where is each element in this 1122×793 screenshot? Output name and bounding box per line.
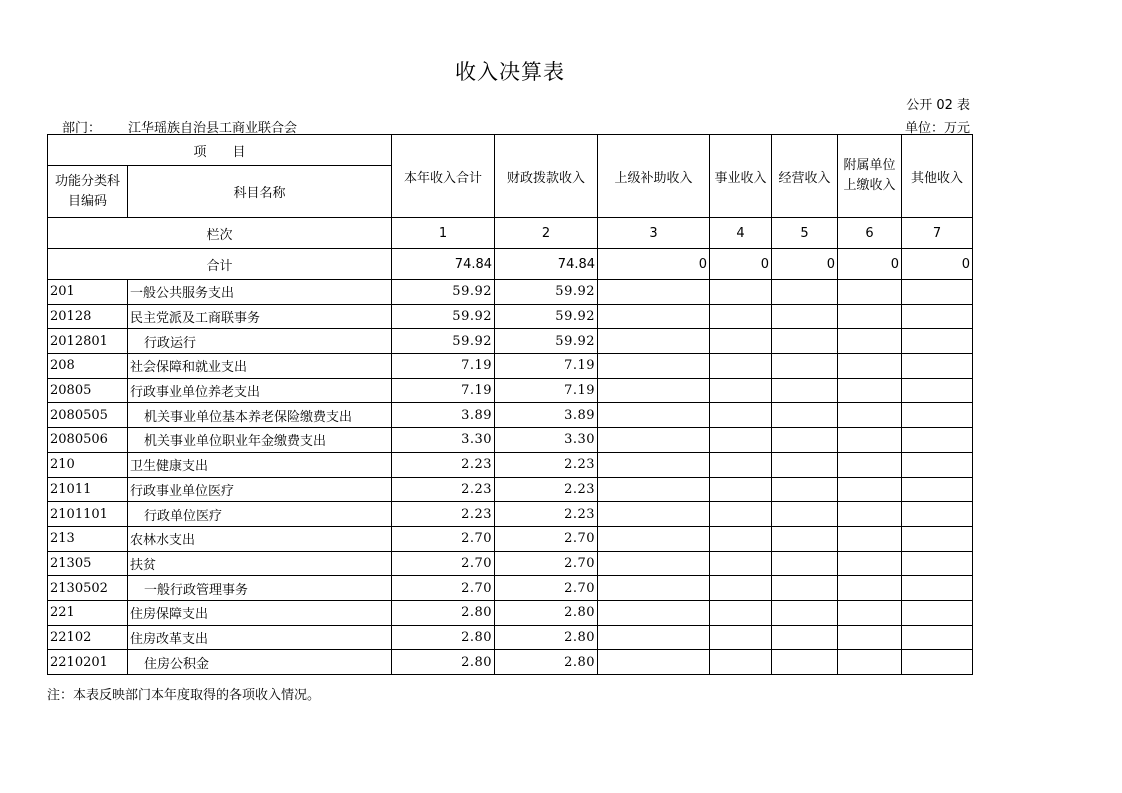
income-table (47, 134, 973, 675)
row-empty-cell (710, 502, 772, 527)
unit-label: 单位：万元 (904, 121, 970, 136)
table-row (48, 551, 973, 576)
row-fiscal: 2.70 (495, 526, 598, 551)
table-row (48, 403, 973, 428)
row-total: 7.19 (392, 354, 495, 379)
row-fiscal: 2.23 (495, 502, 598, 527)
table-row (48, 378, 973, 403)
row-empty-cell (710, 526, 772, 551)
row-name: 行政事业单位医疗 (128, 477, 392, 502)
row-empty-cell (772, 280, 838, 305)
row-name: 民主党派及工商联事务 (128, 304, 392, 329)
row-code: 213 (48, 526, 128, 551)
row-empty-cell (838, 403, 902, 428)
row-empty-cell (902, 428, 973, 453)
row-name: 住房公积金 (128, 650, 392, 675)
row-code: 2012801 (48, 329, 128, 354)
row-empty-cell (902, 378, 973, 403)
row-empty-cell (838, 625, 902, 650)
table-row (48, 625, 973, 650)
row-empty-cell (598, 304, 710, 329)
row-empty-cell (772, 576, 838, 601)
row-empty-cell (598, 329, 710, 354)
row-empty-cell (838, 304, 902, 329)
row-fiscal: 59.92 (495, 304, 598, 329)
row-fiscal: 2.80 (495, 650, 598, 675)
row-total: 2.70 (392, 526, 495, 551)
row-code: 2080505 (48, 403, 128, 428)
row-empty-cell (838, 477, 902, 502)
row-empty-cell (772, 526, 838, 551)
table-row (48, 428, 973, 453)
total-value: 74.84 (495, 249, 598, 280)
row-empty-cell (598, 576, 710, 601)
row-fiscal: 2.70 (495, 551, 598, 576)
row-fiscal: 3.30 (495, 428, 598, 453)
row-name: 机关事业单位基本养老保险缴费支出 (128, 403, 392, 428)
row-empty-cell (772, 304, 838, 329)
row-code: 2080506 (48, 428, 128, 453)
col-num: 1 (392, 218, 495, 249)
table-row (48, 477, 973, 502)
row-name: 一般公共服务支出 (128, 280, 392, 305)
row-empty-cell (838, 280, 902, 305)
row-empty-cell (838, 428, 902, 453)
row-code: 201 (48, 280, 128, 305)
lanci-label: 栏次 (48, 218, 392, 249)
row-empty-cell (772, 354, 838, 379)
table-row (48, 650, 973, 675)
row-empty-cell (710, 477, 772, 502)
row-empty-cell (902, 354, 973, 379)
row-empty-cell (772, 650, 838, 675)
row-empty-cell (710, 625, 772, 650)
row-name: 农林水支出 (128, 526, 392, 551)
row-empty-cell (838, 576, 902, 601)
row-name: 卫生健康支出 (128, 452, 392, 477)
row-empty-cell (902, 551, 973, 576)
col-num: 3 (598, 218, 710, 249)
row-empty-cell (772, 502, 838, 527)
col-num: 7 (902, 218, 973, 249)
row-empty-cell (772, 378, 838, 403)
form-number: 公开 02 表 (906, 98, 970, 113)
row-total: 2.23 (392, 502, 495, 527)
table-row (48, 354, 973, 379)
row-total: 2.80 (392, 625, 495, 650)
row-total: 59.92 (392, 280, 495, 305)
header-col-3: 上级补助收入 (598, 135, 710, 218)
row-empty-cell (710, 304, 772, 329)
table-row (48, 502, 973, 527)
row-fiscal: 59.92 (495, 280, 598, 305)
row-empty-cell (902, 502, 973, 527)
row-empty-cell (838, 378, 902, 403)
row-name: 行政事业单位养老支出 (128, 378, 392, 403)
row-fiscal: 2.80 (495, 600, 598, 625)
table-row (48, 329, 973, 354)
row-empty-cell (710, 576, 772, 601)
page-title: 收入决算表 (455, 60, 565, 84)
row-empty-cell (902, 650, 973, 675)
row-empty-cell (598, 502, 710, 527)
header-col-6: 附属单位上缴收入 (838, 135, 902, 218)
header-col-1: 本年收入合计 (392, 135, 495, 218)
row-total: 59.92 (392, 304, 495, 329)
row-empty-cell (902, 280, 973, 305)
row-total: 7.19 (392, 378, 495, 403)
row-fiscal: 3.89 (495, 403, 598, 428)
header-col-4: 事业收入 (710, 135, 772, 218)
row-empty-cell (902, 329, 973, 354)
row-empty-cell (902, 600, 973, 625)
row-name: 住房保障支出 (128, 600, 392, 625)
row-total: 3.89 (392, 403, 495, 428)
table-row (48, 280, 973, 305)
row-empty-cell (772, 452, 838, 477)
row-code: 20128 (48, 304, 128, 329)
row-empty-cell (772, 477, 838, 502)
row-code: 208 (48, 354, 128, 379)
department-name: 江华瑶族自治县工商业联合会 (128, 121, 298, 136)
col-num: 4 (710, 218, 772, 249)
row-total: 2.70 (392, 576, 495, 601)
row-fiscal: 59.92 (495, 329, 598, 354)
row-empty-cell (710, 551, 772, 576)
table-row (48, 304, 973, 329)
row-empty-cell (710, 452, 772, 477)
row-empty-cell (838, 526, 902, 551)
row-code: 2210201 (48, 650, 128, 675)
table-row (48, 576, 973, 601)
row-empty-cell (772, 600, 838, 625)
row-fiscal: 7.19 (495, 354, 598, 379)
row-empty-cell (598, 600, 710, 625)
department-label: 部门： (62, 121, 102, 136)
header-col-7: 其他收入 (902, 135, 973, 218)
row-total: 3.30 (392, 428, 495, 453)
row-empty-cell (598, 403, 710, 428)
header-col-2: 财政拨款收入 (495, 135, 598, 218)
row-empty-cell (710, 600, 772, 625)
table-row (48, 600, 973, 625)
total-value: 0 (772, 249, 838, 280)
row-fiscal: 7.19 (495, 378, 598, 403)
row-empty-cell (902, 403, 973, 428)
row-empty-cell (902, 625, 973, 650)
row-empty-cell (710, 650, 772, 675)
row-empty-cell (598, 650, 710, 675)
row-empty-cell (838, 600, 902, 625)
row-code: 221 (48, 600, 128, 625)
row-total: 2.80 (392, 600, 495, 625)
row-empty-cell (902, 576, 973, 601)
row-empty-cell (710, 280, 772, 305)
row-empty-cell (710, 403, 772, 428)
row-empty-cell (772, 329, 838, 354)
row-empty-cell (710, 354, 772, 379)
row-empty-cell (838, 354, 902, 379)
total-value: 0 (838, 249, 902, 280)
row-total: 2.80 (392, 650, 495, 675)
row-name: 机关事业单位职业年金缴费支出 (128, 428, 392, 453)
row-empty-cell (772, 403, 838, 428)
row-empty-cell (598, 452, 710, 477)
row-empty-cell (838, 452, 902, 477)
row-empty-cell (598, 378, 710, 403)
row-empty-cell (598, 280, 710, 305)
row-code: 20805 (48, 378, 128, 403)
table-row (48, 526, 973, 551)
row-code: 21011 (48, 477, 128, 502)
row-name: 行政运行 (128, 329, 392, 354)
row-empty-cell (710, 428, 772, 453)
row-empty-cell (902, 477, 973, 502)
row-empty-cell (598, 428, 710, 453)
header-item: 项 目 (48, 135, 392, 166)
row-empty-cell (598, 551, 710, 576)
row-empty-cell (902, 304, 973, 329)
total-value: 74.84 (392, 249, 495, 280)
row-empty-cell (838, 551, 902, 576)
row-total: 2.70 (392, 551, 495, 576)
row-empty-cell (710, 329, 772, 354)
header-name: 科目名称 (128, 166, 392, 218)
row-empty-cell (902, 452, 973, 477)
row-empty-cell (772, 428, 838, 453)
row-empty-cell (598, 354, 710, 379)
row-empty-cell (772, 551, 838, 576)
row-fiscal: 2.80 (495, 625, 598, 650)
row-name: 扶贫 (128, 551, 392, 576)
header-col-5: 经营收入 (772, 135, 838, 218)
row-fiscal: 2.23 (495, 452, 598, 477)
row-empty-cell (838, 329, 902, 354)
total-value: 0 (710, 249, 772, 280)
row-code: 21305 (48, 551, 128, 576)
row-empty-cell (902, 526, 973, 551)
total-value: 0 (902, 249, 973, 280)
col-num: 6 (838, 218, 902, 249)
row-total: 2.23 (392, 477, 495, 502)
row-fiscal: 2.70 (495, 576, 598, 601)
header-code: 功能分类科目编码 (48, 166, 128, 218)
row-total: 59.92 (392, 329, 495, 354)
row-empty-cell (838, 502, 902, 527)
total-label: 合计 (48, 249, 392, 280)
row-name: 社会保障和就业支出 (128, 354, 392, 379)
row-empty-cell (772, 625, 838, 650)
col-num: 2 (495, 218, 598, 249)
row-code: 22102 (48, 625, 128, 650)
row-empty-cell (598, 526, 710, 551)
row-code: 2130502 (48, 576, 128, 601)
row-empty-cell (710, 378, 772, 403)
total-value: 0 (598, 249, 710, 280)
row-code: 210 (48, 452, 128, 477)
row-empty-cell (598, 625, 710, 650)
row-empty-cell (598, 477, 710, 502)
row-name: 住房改革支出 (128, 625, 392, 650)
row-total: 2.23 (392, 452, 495, 477)
footnote: 注：本表反映部门本年度取得的各项收入情况。 (47, 688, 321, 703)
row-code: 2101101 (48, 502, 128, 527)
row-empty-cell (838, 650, 902, 675)
table-row (48, 452, 973, 477)
row-name: 行政单位医疗 (128, 502, 392, 527)
col-num: 5 (772, 218, 838, 249)
row-fiscal: 2.23 (495, 477, 598, 502)
row-name: 一般行政管理事务 (128, 576, 392, 601)
